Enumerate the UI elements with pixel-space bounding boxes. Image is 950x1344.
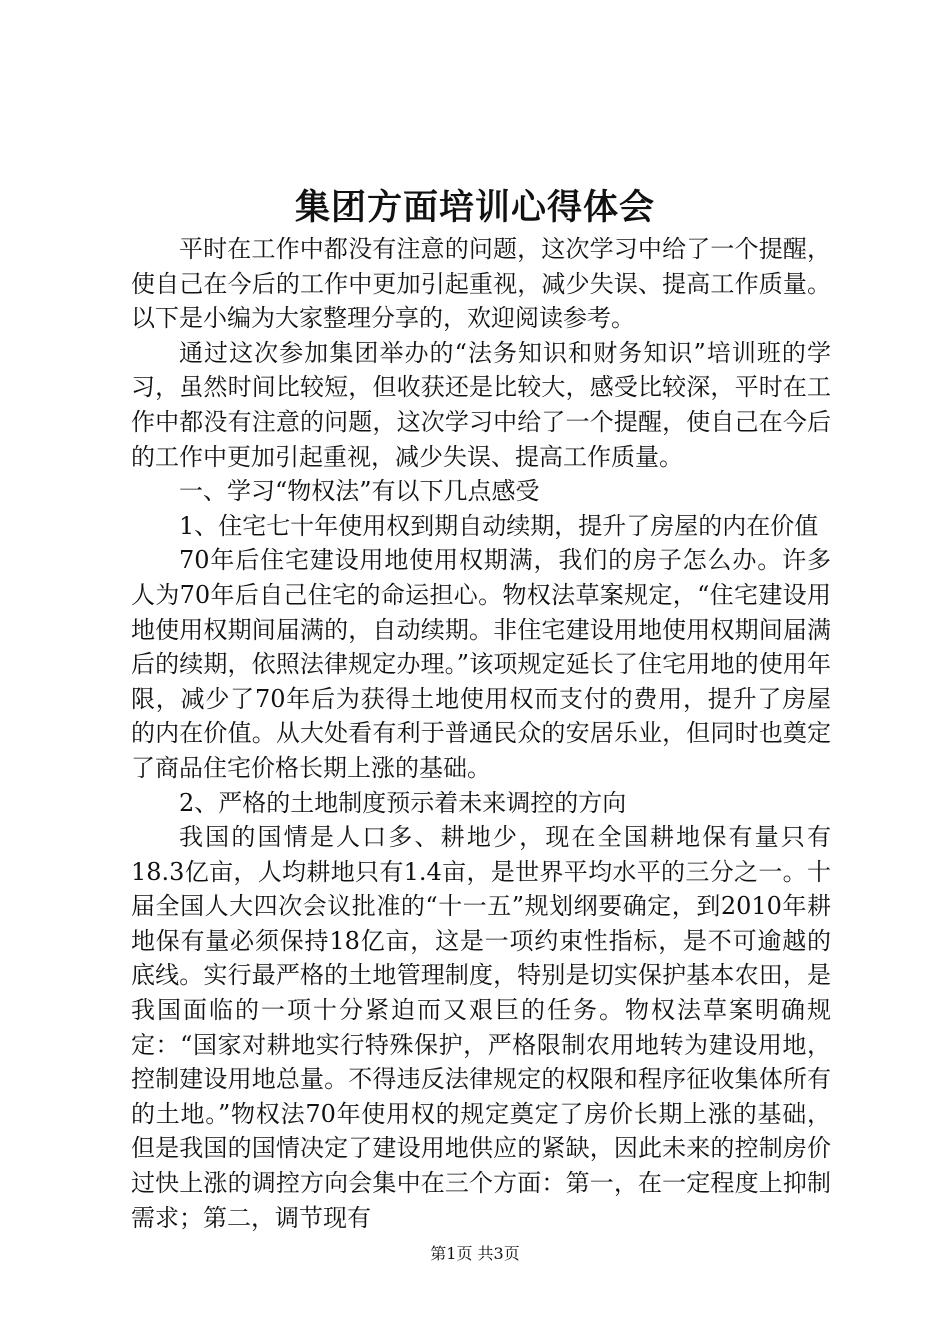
section-heading-property-law: 一、学习“物权法”有以下几点感受	[179, 477, 540, 506]
page-title: 集团方面培训心得体会	[294, 187, 655, 228]
page-footer: 第1页 共3页	[430, 1244, 520, 1263]
paragraph-training: 通过这次参加集团举办的“法务知识和财务知识”培训班的学习，虽然时间比较短，但收获还是比较大，感受比较深，平时在工作中都没有注意的问题，这次学习中给了一个提醒，使自己在今后的工作中更加引起重视，减少失误、提高工作质量。	[131, 338, 831, 471]
paragraph-intro: 平时在工作中都没有注意的问题，这次学习中给了一个提醒，使自己在今后的工作中更加引起重视，减少失误、提高工作质量。以下是小编为大家整理分享的，欢迎阅读参考。	[131, 235, 831, 333]
paragraph-residential-renewal: 70年后住宅建设用地使用权期满，我们的房子怎么办。许多人为70年后自己住宅的命运担心。物权法草案规定，“住宅建设用地使用权期间届满的，自动续期。非住宅建设用地使用权期间届满后的续期，依照法律规定办理。”该项规定延长了住宅用地的使用年限，减少了70年后为获得土地使用权而支付的费用，提升了房屋的内在价值。从大处看有利于普通民众的安居乐业，但同时也奠定了商品住宅价格长期上涨的基础。	[131, 546, 831, 782]
subheading-land-system: 2、严格的土地制度预示着未来调控的方向	[179, 788, 627, 817]
subheading-residential-renewal: 1、住宅七十年使用权到期自动续期，提升了房屋的内在价值	[179, 511, 819, 540]
document-body	[131, 232, 831, 1235]
paragraph-land-system: 我国的国情是人口多、耕地少，现在全国耕地保有量只有18.3亿亩，人均耕地只有1.4亩，是世界平均水平的三分之一。十届全国人大四次会议批准的“十一五”规划纲要确定，到2010年耕地保有量必须保持18亿亩，这是一项约束性指标，是不可逾越的底线。实行最严格的土地管理制度，特别是切实保护基本农田，是我国面临的一项十分紧迫而又艰巨的任务。物权法草案明确规定：“国家对耕地实行特殊保护，严格限制农用地转为建设用地，控制建设用地总量。不得违反法律规定的权限和程序征收集体所有的土地。”物权法70年使用权的规定奠定了房价长期上涨的基础，但是我国的国情决定了建设用地供应的紧缺，因此未来的控制房价过快上涨的调控方向会集中在三个方面：第一，在一定程度上抑制需求；第二，调节现有	[131, 823, 831, 1232]
